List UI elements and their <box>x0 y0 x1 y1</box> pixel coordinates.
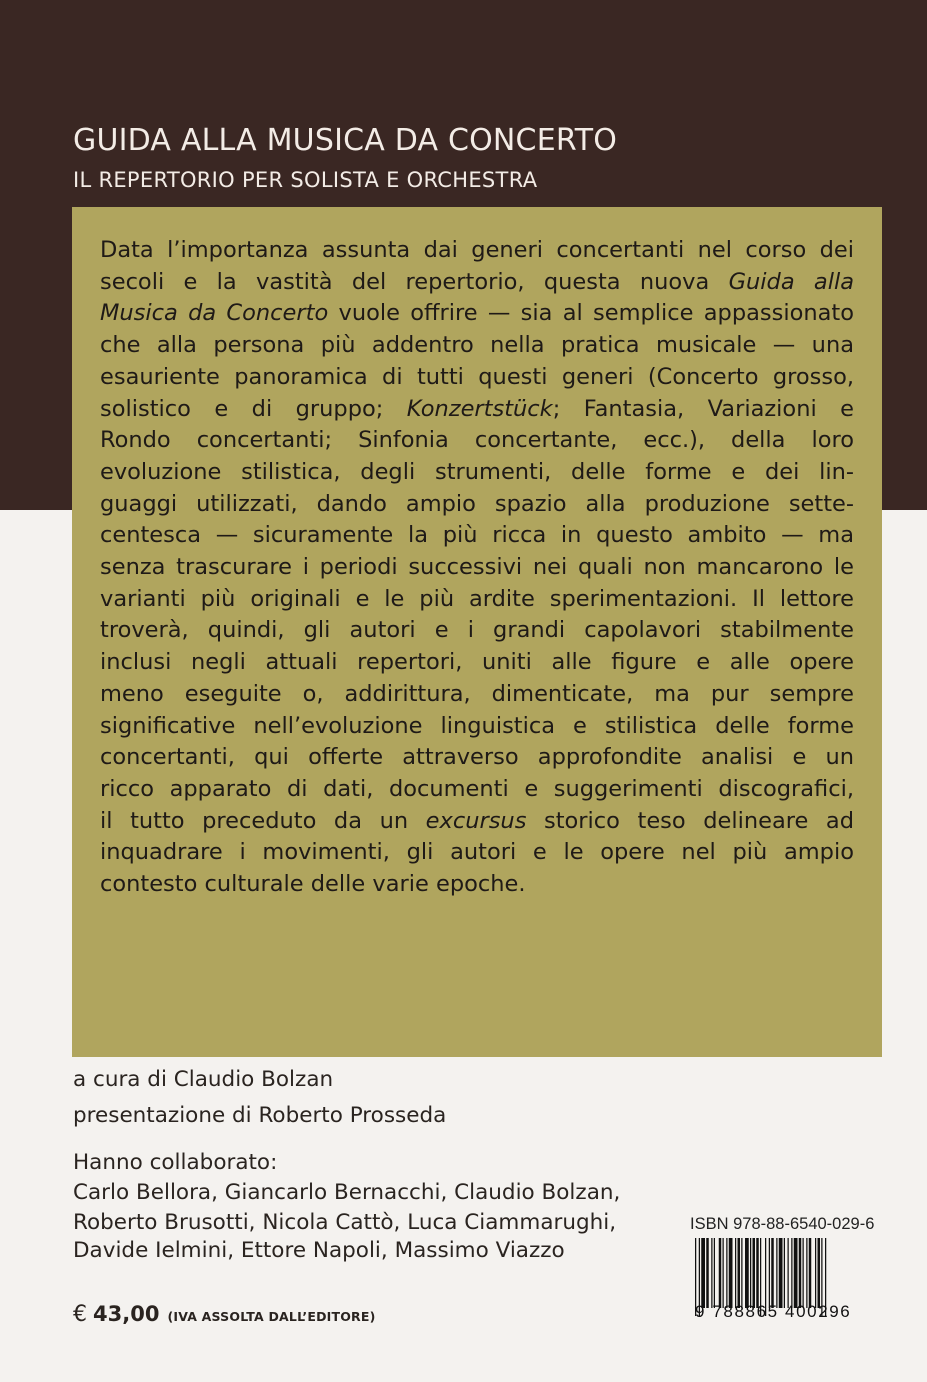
blurb-text-segment: solistico e di gruppo; <box>100 395 407 422</box>
barcode-bar <box>723 1238 724 1308</box>
blurb-text-segment: varianti più originali e le più ardite sperimentazioni. Il lettore <box>100 585 854 612</box>
barcode-bar <box>729 1238 733 1308</box>
blurb-text-segment: inclusi negli attuali repertori, uniti alle figure e alle opere <box>100 649 854 676</box>
blurb-line <box>100 584 854 616</box>
blurb-text-segment: che alla persona più addentro nella pratica musicale — una <box>100 332 854 359</box>
blurb-line <box>100 679 854 711</box>
barcode-bar <box>719 1238 722 1308</box>
contributors-heading: Hanno collaborato: <box>73 1150 278 1175</box>
blurb-text-segment: centesca — sicuramente la più ricca in questo ambito — ma <box>100 522 854 549</box>
barcode-bar <box>815 1238 816 1308</box>
blurb-text-segment: significative nell’evoluzione linguistica e stilistica delle forme <box>100 712 854 739</box>
blurb-line <box>100 457 854 489</box>
blurb-line <box>100 615 854 647</box>
book-title: GUIDA ALLA MUSICA DA CONCERTO <box>73 123 618 158</box>
blurb-text-segment: storico teso delineare ad <box>526 807 854 834</box>
blurb-text-segment: concertanti, qui offerte attraverso approfondite analisi e un <box>100 744 854 771</box>
blurb-line <box>100 489 854 521</box>
price-note: (IVA ASSOLTA DALL’EDITORE) <box>167 1309 376 1324</box>
barcode-digits: 9 788865 400296 <box>695 1302 852 1321</box>
blurb-line <box>100 267 854 299</box>
blurb-italic-text: Guida alla <box>728 268 855 295</box>
blurb-line <box>100 647 854 679</box>
blurb-line <box>100 837 854 869</box>
blurb-text-segment: il tutto preceduto da un <box>100 807 426 834</box>
barcode-bar <box>741 1238 742 1308</box>
barcode-bar <box>784 1238 785 1308</box>
price <box>73 1302 376 1327</box>
barcode-bar <box>738 1238 741 1308</box>
barcode-bar <box>806 1238 807 1308</box>
blurb-line <box>100 806 854 838</box>
blurb-text-segment: esauriente panoramica di tutti questi generi (Concerto grosso, <box>100 363 854 390</box>
barcode-bar <box>701 1238 705 1308</box>
blurb-line <box>100 362 854 394</box>
barcode-bar <box>771 1238 774 1308</box>
barcode-bar <box>779 1238 783 1308</box>
blurb-text-segment: meno eseguite o, addirittura, dimenticate, ma pur sempre <box>100 680 854 707</box>
barcode-bar <box>769 1238 770 1308</box>
blurb-italic-text: excursus <box>425 807 527 834</box>
blurb-text-segment: troverà, quindi, gli autori e i grandi capolavori stabilmente <box>100 617 854 644</box>
barcode-bar <box>788 1238 789 1308</box>
barcode-bar <box>711 1238 712 1308</box>
price-amount: 43,00 <box>93 1302 160 1326</box>
barcode-bar <box>809 1238 812 1308</box>
book-subtitle: IL REPERTORIO PER SOLISTA E ORCHESTRA <box>73 168 538 192</box>
barcode-bar <box>794 1238 798 1308</box>
barcode-bar <box>750 1238 751 1308</box>
contributors-line: Roberto Brusotti, Nicola Cattò, Luca Ciammarughi, <box>73 1210 617 1235</box>
barcode-bar <box>756 1238 759 1308</box>
barcode-bar <box>818 1238 821 1308</box>
currency-symbol: € <box>73 1302 87 1327</box>
blurb-text <box>100 235 854 901</box>
barcode-bar <box>791 1238 792 1308</box>
blurb-line <box>100 520 854 552</box>
presentation-credit: presentazione di Roberto Prosseda <box>73 1103 447 1128</box>
barcode-bar <box>726 1238 727 1308</box>
contributors-line: Carlo Bellora, Giancarlo Bernacchi, Claudio Bolzan, <box>73 1180 621 1205</box>
blurb-italic-text: Konzertstück <box>406 395 553 422</box>
blurb-text-segment: guaggi utilizzati, dando ampio spazio alla produzione sette- <box>100 490 854 517</box>
barcode-bar <box>799 1238 802 1308</box>
blurb-text-segment: contesto culturale delle varie epoche. <box>100 871 526 898</box>
blurb-text-segment: inquadrare i movimenti, gli autori e le opere nel più ampio <box>100 839 854 866</box>
blurb-panel <box>72 207 882 1057</box>
barcode-bar <box>714 1238 715 1308</box>
blurb-line <box>100 235 854 267</box>
blurb-line <box>100 774 854 806</box>
blurb-italic-text: Musica da Concerto <box>100 300 329 327</box>
barcode-bar <box>706 1238 709 1308</box>
barcode-bar <box>753 1238 756 1308</box>
blurb-line <box>100 552 854 584</box>
barcode-bar <box>803 1238 804 1308</box>
barcode-bar <box>776 1238 777 1308</box>
blurb-text-segment: Data l’importanza assunta dai generi concertanti nel corso dei <box>100 237 854 263</box>
blurb-line <box>100 711 854 743</box>
blurb-line <box>100 742 854 774</box>
blurb-text-segment: senza trascurare i periodi successivi nei quali non mancarono le <box>100 554 854 581</box>
blurb-line <box>100 869 854 901</box>
blurb-line <box>100 330 854 362</box>
blurb-text-segment: Rondo concertanti; Sinfonia concertante, ecc.), della loro <box>100 427 854 454</box>
barcode-bar <box>745 1238 749 1308</box>
blurb-line <box>100 298 854 330</box>
editor-credit: a cura di Claudio Bolzan <box>73 1067 334 1092</box>
blurb-text-segment: ; Fantasia, Variazioni e <box>552 395 854 422</box>
blurb-line <box>100 425 854 457</box>
blurb-text-segment: ricco apparato di dati, documenti e suggerimenti discografici, <box>100 775 854 802</box>
blurb-text-segment: secoli e la vastità del repertorio, questa nuova <box>100 268 729 295</box>
isbn-label: ISBN 978-88-6540-029-6 <box>690 1215 875 1233</box>
blurb-text-segment: evoluzione stilistica, degli strumenti, delle forme e dei lin- <box>100 458 854 485</box>
blurb-line <box>100 394 854 426</box>
contributors-line: Davide Ielmini, Ettore Napoli, Massimo Viazzo <box>73 1238 565 1263</box>
blurb-text-segment: vuole offrire — sia al semplice appassionato <box>328 300 855 327</box>
barcode-bar <box>735 1238 736 1308</box>
